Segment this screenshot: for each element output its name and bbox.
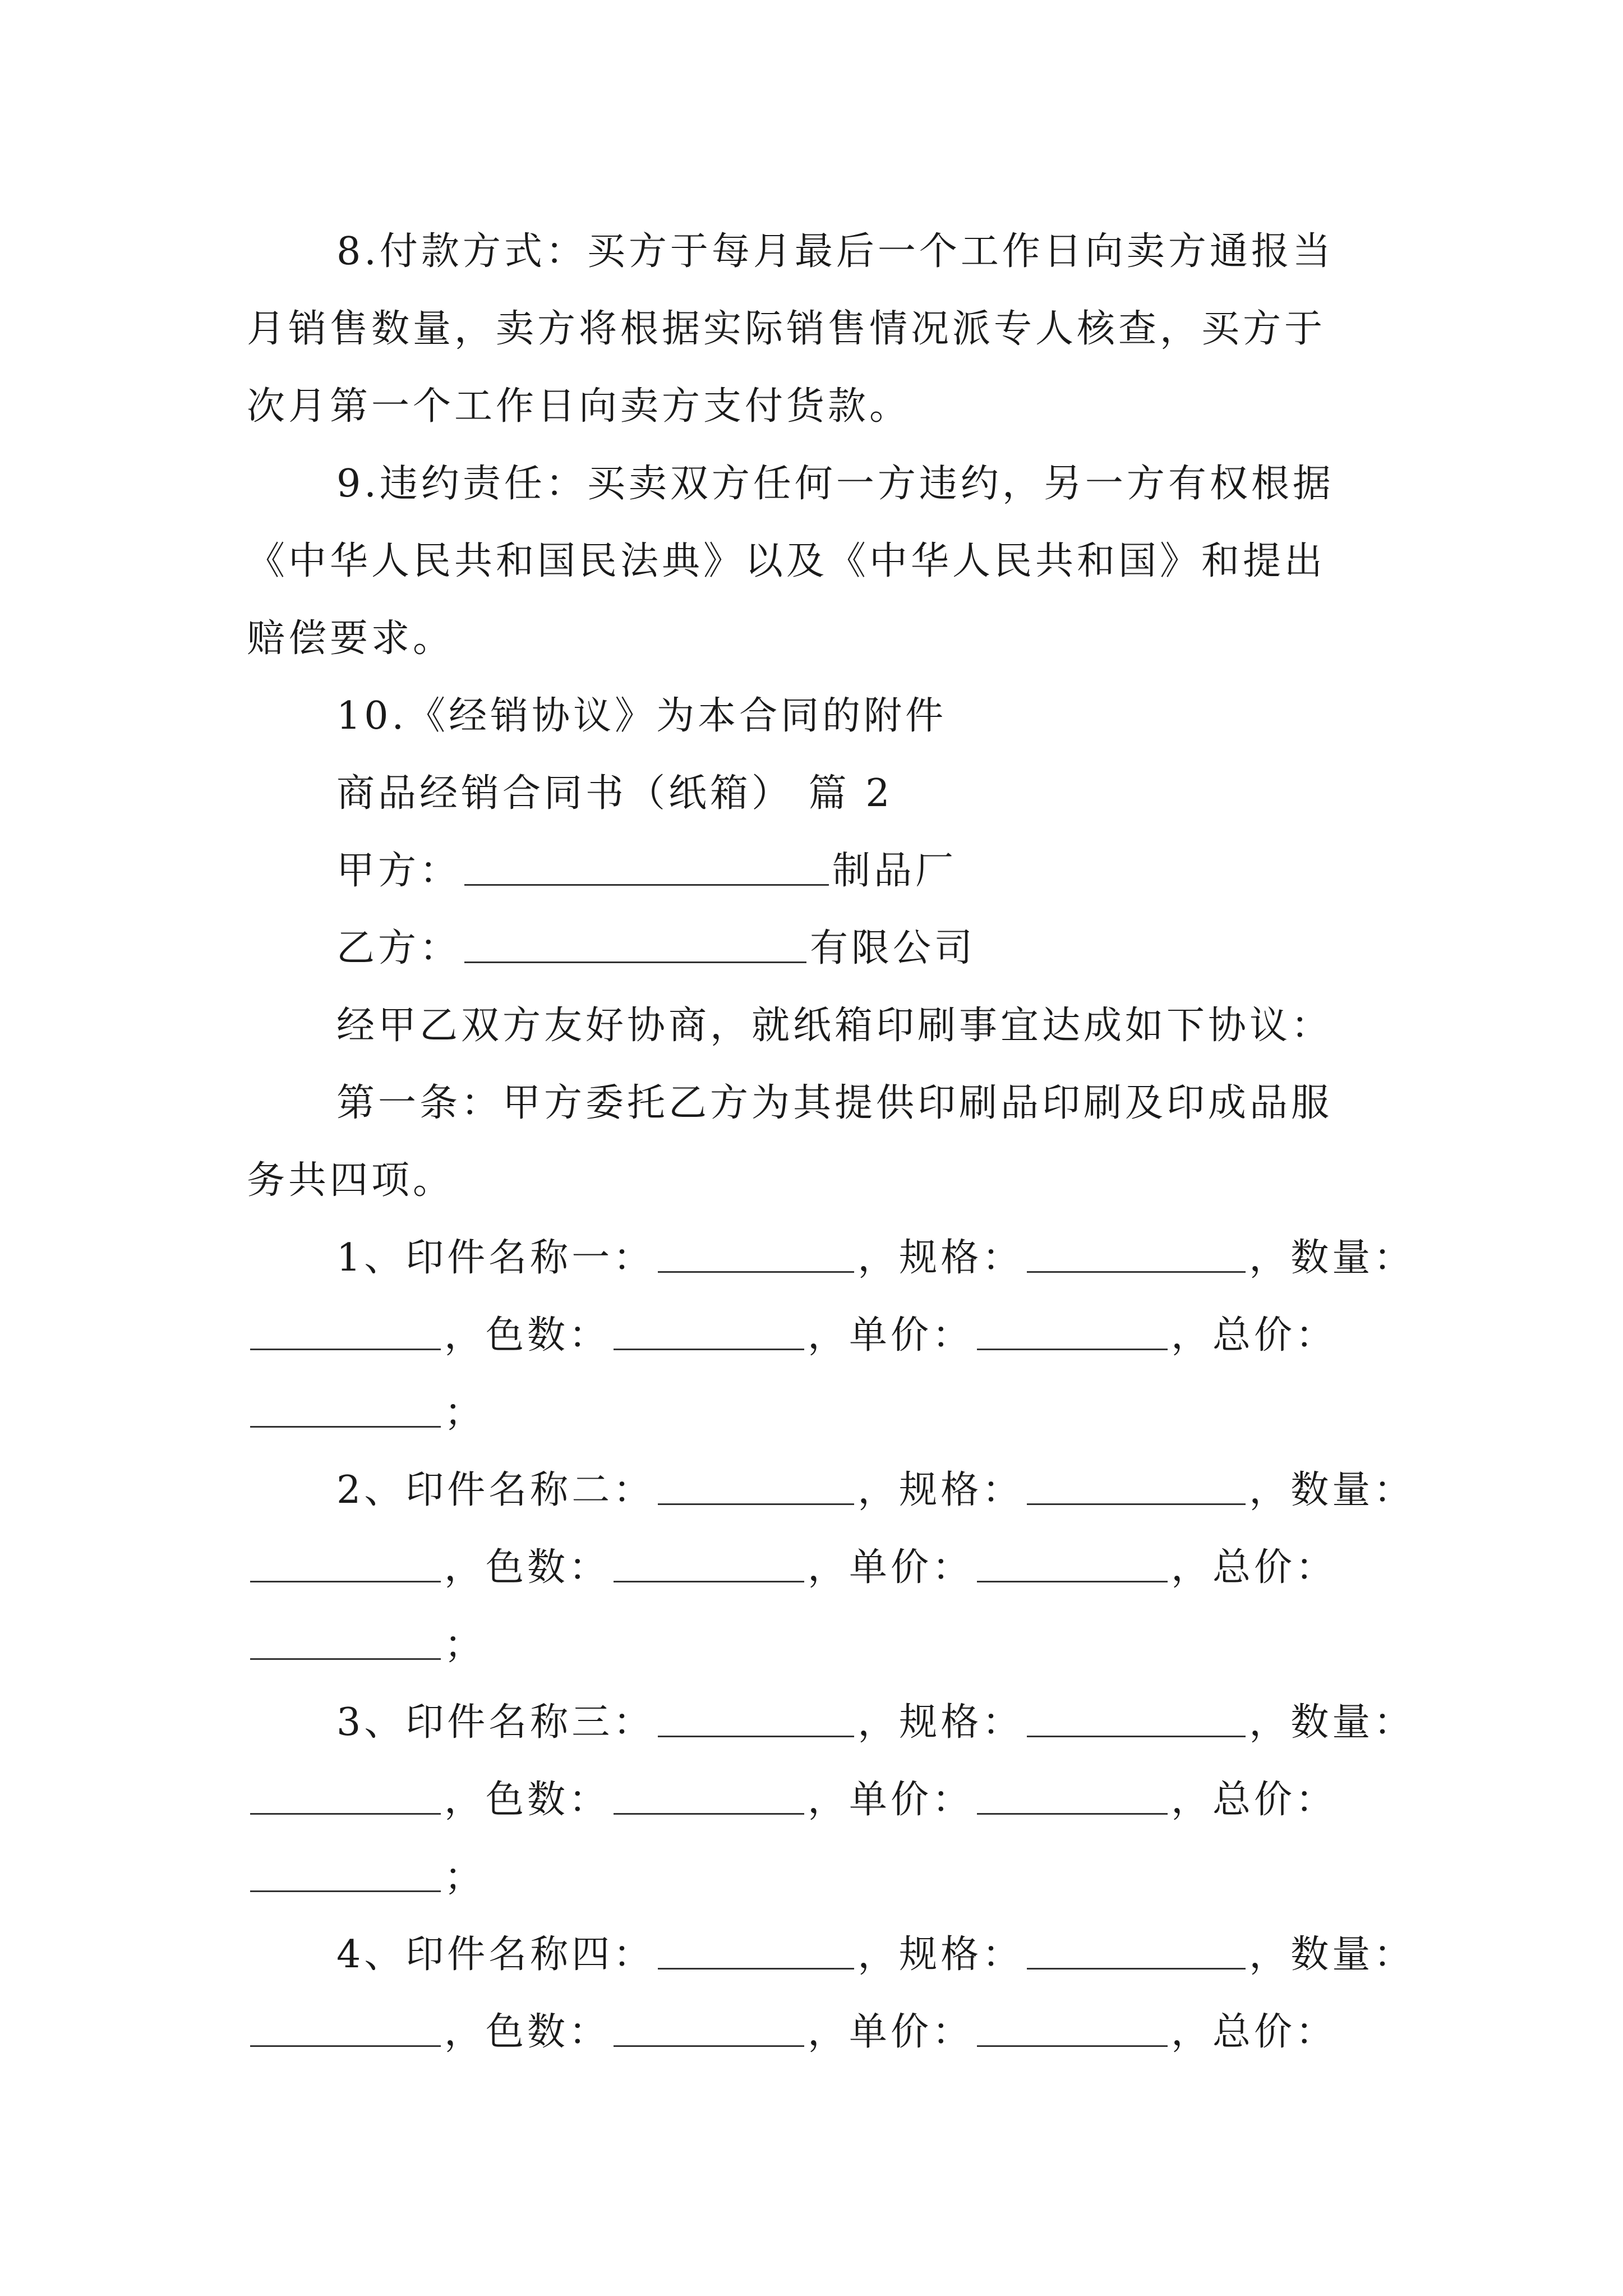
unit-price-blank xyxy=(977,1777,1168,1815)
spec-label: ，规格： xyxy=(857,1468,1024,1512)
colors-blank xyxy=(614,1313,804,1350)
item-name-blank xyxy=(658,1467,854,1505)
article-1-line-2: 务共四项。 xyxy=(247,1158,455,1203)
quantity-blank xyxy=(250,1777,441,1815)
item-2-line-3 xyxy=(247,1607,1396,1684)
spec-blank xyxy=(1027,1467,1246,1505)
end-mark: ； xyxy=(444,1623,486,1667)
item-4-line-1 xyxy=(247,1916,1415,1994)
party-b-label: 乙方： xyxy=(336,926,462,970)
item-name-blank xyxy=(658,1235,854,1273)
unit-price-blank xyxy=(977,1313,1168,1350)
paragraph-8-line-1: 8.付款方式：买方于每月最后一个工作日向卖方通报当 xyxy=(336,229,1334,274)
document-body xyxy=(247,213,1415,2071)
total-blank xyxy=(250,1855,441,1892)
quantity-blank xyxy=(250,2009,441,2047)
item-1-line-1 xyxy=(247,1220,1415,1297)
unit-price-blank xyxy=(977,1545,1168,1582)
spec-blank xyxy=(1027,1235,1246,1273)
total-label: ，总价： xyxy=(1171,1778,1338,1822)
total-blank xyxy=(250,1622,441,1660)
item-2-line-1 xyxy=(247,1452,1415,1529)
spec-label: ，规格： xyxy=(857,1236,1024,1280)
colors-label: ，色数： xyxy=(444,1545,611,1590)
paragraph-10: 10.《经销协议》为本合同的附件 xyxy=(336,694,947,738)
party-a-label: 甲方： xyxy=(336,849,462,893)
item-name-label: 2、印件名称二： xyxy=(336,1468,655,1512)
spec-label: ，规格： xyxy=(857,1700,1024,1745)
item-name-label: 3、印件名称三： xyxy=(336,1700,655,1745)
colors-blank xyxy=(614,1777,804,1815)
party-b-blank xyxy=(464,926,806,963)
colors-label: ，色数： xyxy=(444,1313,611,1358)
item-4-line-2 xyxy=(247,1994,1396,2071)
paragraph-8-line-3: 次月第一个工作日向卖方支付货款。 xyxy=(247,384,911,429)
paragraph-9-line-1: 9.违约责任：买卖双方任何一方违约，另一方有权根据 xyxy=(336,462,1334,506)
quantity-label: ，数量： xyxy=(1249,1468,1415,1512)
quantity-label: ，数量： xyxy=(1249,1932,1415,1977)
quantity-label: ，数量： xyxy=(1249,1236,1415,1280)
total-label: ，总价： xyxy=(1171,2010,1338,2054)
colors-label: ，色数： xyxy=(444,2010,611,2054)
unit-price-label: ，单价： xyxy=(808,2010,974,2054)
paragraph-9-line-3: 赔偿要求。 xyxy=(247,616,455,661)
party-a-line xyxy=(247,832,1396,910)
party-b-line xyxy=(247,910,1396,987)
unit-price-label: ，单价： xyxy=(808,1545,974,1590)
quantity-blank xyxy=(250,1545,441,1582)
item-1-line-2 xyxy=(247,1297,1396,1374)
colors-label: ，色数： xyxy=(444,1778,611,1822)
item-3-line-3 xyxy=(247,1839,1396,1916)
colors-blank xyxy=(614,1545,804,1582)
item-name-blank xyxy=(658,1700,854,1737)
end-mark: ； xyxy=(444,1855,486,1899)
party-a-blank xyxy=(464,848,829,886)
item-3-line-1 xyxy=(247,1684,1415,1761)
end-mark: ； xyxy=(444,1391,486,1435)
quantity-blank xyxy=(250,1313,441,1350)
total-label: ，总价： xyxy=(1171,1545,1338,1590)
unit-price-blank xyxy=(977,2009,1168,2047)
paragraph-8-line-2: 月销售数量，卖方将根据实际销售情况派专人核查，买方于 xyxy=(247,307,1326,351)
colors-blank xyxy=(614,2009,804,2047)
party-b-suffix: 有限公司 xyxy=(810,926,976,970)
intro-paragraph: 经甲乙双方友好协商，就纸箱印刷事宜达成如下协议： xyxy=(336,1004,1333,1048)
item-name-blank xyxy=(658,1932,854,1970)
total-label: ，总价： xyxy=(1171,1313,1338,1358)
total-blank xyxy=(250,1390,441,1428)
spec-label: ，规格： xyxy=(857,1932,1024,1977)
quantity-label: ，数量： xyxy=(1249,1700,1415,1745)
item-3-line-2 xyxy=(247,1761,1396,1839)
item-name-label: 4、印件名称四： xyxy=(336,1932,655,1977)
article-1-line-1: 第一条：甲方委托乙方为其提供印刷品印刷及印成品服 xyxy=(336,1081,1333,1125)
item-1-line-3 xyxy=(247,1374,1396,1452)
section-title: 商品经销合同书（纸箱） 篇 2 xyxy=(336,771,893,816)
item-name-label: 1、印件名称一： xyxy=(336,1236,655,1280)
spec-blank xyxy=(1027,1700,1246,1737)
unit-price-label: ，单价： xyxy=(808,1313,974,1358)
unit-price-label: ，单价： xyxy=(808,1778,974,1822)
spec-blank xyxy=(1027,1932,1246,1970)
party-a-suffix: 制品厂 xyxy=(832,849,957,893)
item-2-line-2 xyxy=(247,1529,1396,1607)
paragraph-9-line-2: 《中华人民共和国民法典》以及《中华人民共和国》和提出 xyxy=(247,539,1326,583)
